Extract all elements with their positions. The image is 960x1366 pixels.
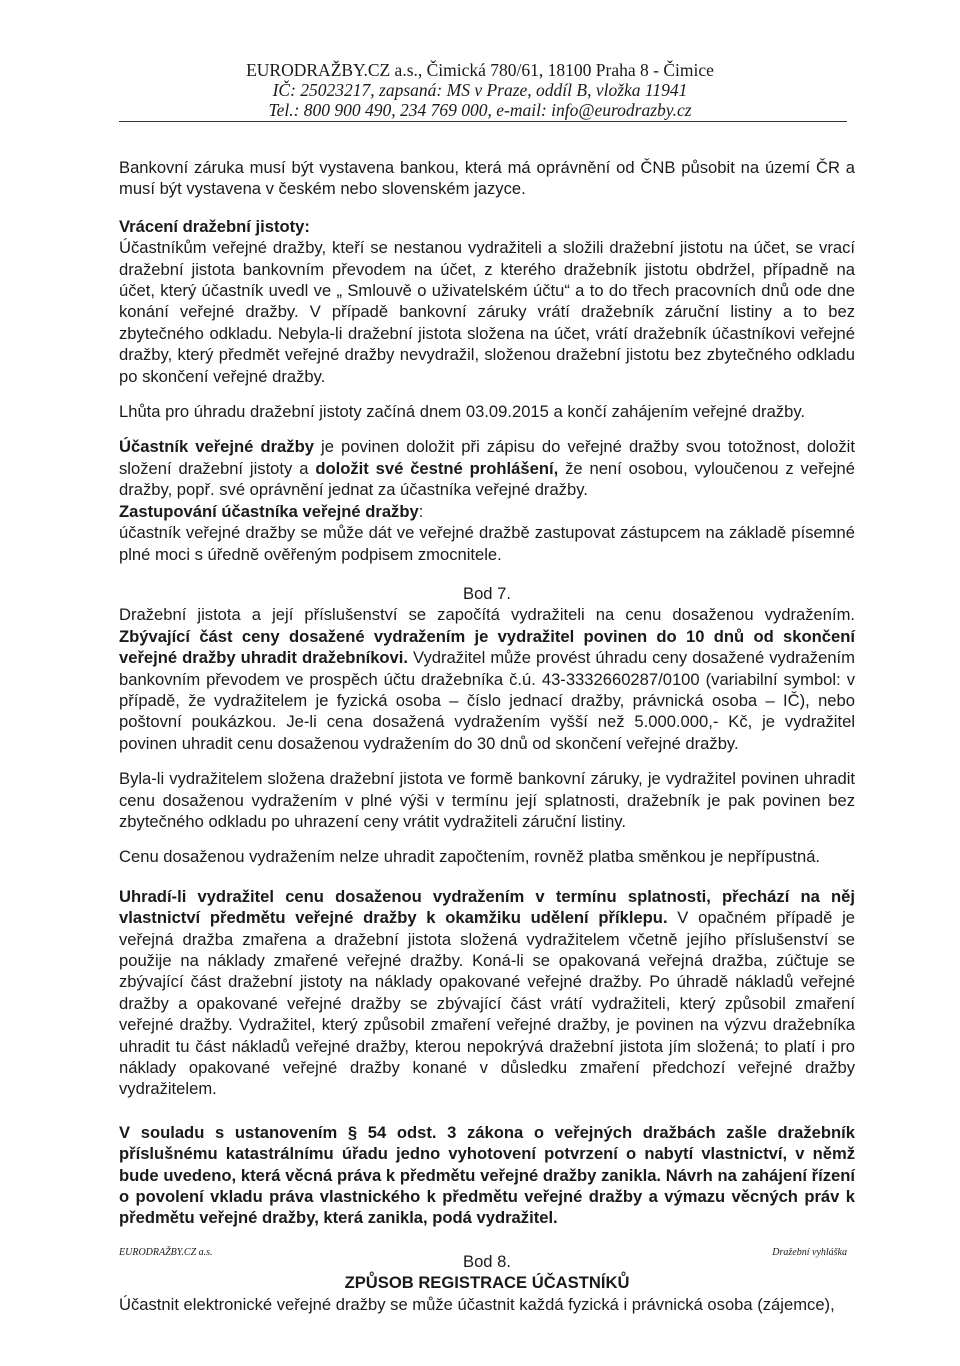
refund-title: Vrácení dražební jistoty: xyxy=(119,216,310,236)
bod7-text-2: Vydražitel může provést úhradu ceny dosažené vydražením bankovním převodem ve prospěch účtu dražebníka č.ú. 43-3332660287/0100 (variabilní symbol: v případě, že vydražitelem je fyzická osoba – číslo jednací dražby, právnická osoba – IČ), nebo poštovní poukázkou. Je-li cena dosažená vydražením vyšší než 5.000.000,- Kč, je vydražitel povinen uhradit cenu dosaženou vydražením do 30 dnů od skončení veřejné dražby. xyxy=(119,648,855,753)
letterhead-registration: IČ: 25023217, zapsaná: MS v Praze, oddíl B, vložka 11941 xyxy=(272,80,688,100)
bod7-paragraph-4 xyxy=(119,886,855,1100)
bod7-p4-bold: Uhradí-li vydražitel cenu dosaženou vydražením v termínu splatnosti, přechází na něj vlastnictví předmětu veřejné dražby k okamžiku udělení příklepu. xyxy=(119,886,855,928)
bank-guarantee-paragraph: Bankovní záruka musí být vystavena bankou, která má oprávnění od ČNB působit na území ČR a musí být vystavena v českém nebo slovenském jazyce. xyxy=(119,158,855,199)
header-divider xyxy=(119,121,847,122)
representation-text: účastník veřejné dražby se může dát ve veřejné dražbě zastupovat zástupcem na základě písemné plné moci s úředně ověřeným podpisem zmocnitele. xyxy=(119,523,855,564)
participant-paragraph xyxy=(119,436,855,564)
bod7-paragraph-3: Cenu dosaženou vydražením nelze uhradit započtením, rovněž platba směnkou je nepřípustná. xyxy=(119,847,821,867)
bod8-paragraph: Účastnit elektronické veřejné dražby se může účastnit každá fyzická i právnická osoba (zájemce), xyxy=(119,1294,835,1314)
bod7-text-1: Dražební jistota a její příslušenství se započítá vydražiteli na cenu dosaženou vydražením. xyxy=(119,605,855,625)
participant-bold-title: Účastník veřejné dražby xyxy=(119,437,314,457)
bod8-subheading xyxy=(119,1272,855,1293)
representation-title: Zastupování účastníka veřejné dražby xyxy=(119,501,419,521)
bod7-paragraph-5 xyxy=(119,1122,855,1229)
bod8-subheading-text: ZPŮSOB REGISTRACE ÚČASTNÍKŮ xyxy=(344,1273,630,1293)
letterhead xyxy=(0,60,960,120)
bod7-heading: Bod 7. xyxy=(463,583,511,603)
bod7-paragraph-2: Byla-li vydražitelem složena dražební jistota ve formě bankovní záruky, je vydražitel povinen uhradit cenu dosaženou vydražením v plné výši v termínu její splatnosti, dražebník je pak povinen bez zbytečného odkladu po uhrazení ceny vrátit vydražiteli záruční listiny. xyxy=(119,769,855,831)
participant-text-1: je povinen doložit při zápisu do veřejné dražby svou totožnost, doložit složení dražební jistoty a xyxy=(119,437,855,478)
letterhead-contact: Tel.: 800 900 490, 234 769 000, e-mail: info@eurodrazby.cz xyxy=(268,100,692,120)
bod7-p4-text: V opačném případě je veřejná dražba zmařena a dražební jistota složená vydražitelem včetně jejího příslušenství se použije na náklady zmařené veřejné dražby. Koná-li se opakovaná veřejná dražba, zúčtuje se zbývající část dražební jistoty na náklady opakované veřejné dražby. Po úhradě nákladů veřejné dražby a opakované veřejné dražby se zbývající část vrátí vydražiteli, který způsobil zmaření veřejné dražby. Vydražitel, který způsobil zmaření veřejné dražby, je povinen na výzvu dražebníka uhradit tu část nákladů veřejné dražby, kterou nepokrývá dražební jistota jím složená; to platí i pro náklady opakované veřejné dražby konané v důsledku zmaření předchozí veřejné dražby vydražitelem. xyxy=(119,908,856,1099)
refund-section xyxy=(119,216,855,387)
letterhead-company: EURODRAŽBY.CZ a.s., Čimická 780/61, 18100 Praha 8 - Čimice xyxy=(246,60,714,80)
footer-company: EURODRAŽBY.CZ a.s. xyxy=(119,1247,213,1258)
bod7-p5-bold: V souladu s ustanovením § 54 odst. 3 zákona o veřejných dražbách zašle dražebník příslušnému katastrálnímu úřadu jedno vyhotovení potvrzení o nabytí vlastnictví, v němž bude uvedeno, která věcná práva k předmětu veřejné dražby zanikla. Návrh na zahájení řízení o povolení vkladu práva vlastnického k předmětu veřejné dražby a výmazu věcných práv k předmětu veřejné dražby, která zanikla, podá vydražitel. xyxy=(119,1122,855,1228)
bod7-bold: Zbývající část ceny dosažené vydražením je vydražitel povinen do 10 dnů od skončení veřejné dražby uhradit dražebníkovi. xyxy=(119,626,855,668)
deadline-paragraph: Lhůta pro úhradu dražební jistoty začíná dnem 03.09.2015 a končí zahájením veřejné dražby. xyxy=(119,402,805,422)
footer-document-title: Dražební vyhláška xyxy=(772,1247,847,1258)
bod8-heading: Bod 8. xyxy=(463,1251,511,1271)
participant-bold-declaration: doložit své čestné prohlášení, xyxy=(315,458,559,478)
representation-colon: : xyxy=(418,501,424,521)
bod7-paragraph-1 xyxy=(119,604,855,754)
refund-text-b: Nebyla-li dražební jistota složena na účet, vrátí dražebník účastníkovi veřejné dražby, který předmět veřejné dražby nevydražil, složenou dražební jistotu bez zbytečného odkladu po skončení veřejné dražby. xyxy=(119,323,855,386)
page-footer xyxy=(119,1247,847,1258)
participant-text-2: že není osobou, vyloučenou z veřejné dražby, popř. své oprávnění jednat za účastníka veřejné dražby. xyxy=(119,458,855,500)
document-body xyxy=(119,157,855,1315)
refund-text-a: Účastníkům veřejné dražby, kteří se nestanou vydražiteli a složili dražební jistotu na účet, se vrací dražební jistota bankovním převodem na účet, z kterého dražebník jistotu obdržel, případně na účet, který účastník uvedl ve „ Smlouvě o uživatelském účtu“ a to do třech pracovních dnů ode dne konání veřejné dražby. V případě bankovní záruky vrátí dražebník záruční listiny a to bez zbytečného odkladu. xyxy=(119,238,855,343)
